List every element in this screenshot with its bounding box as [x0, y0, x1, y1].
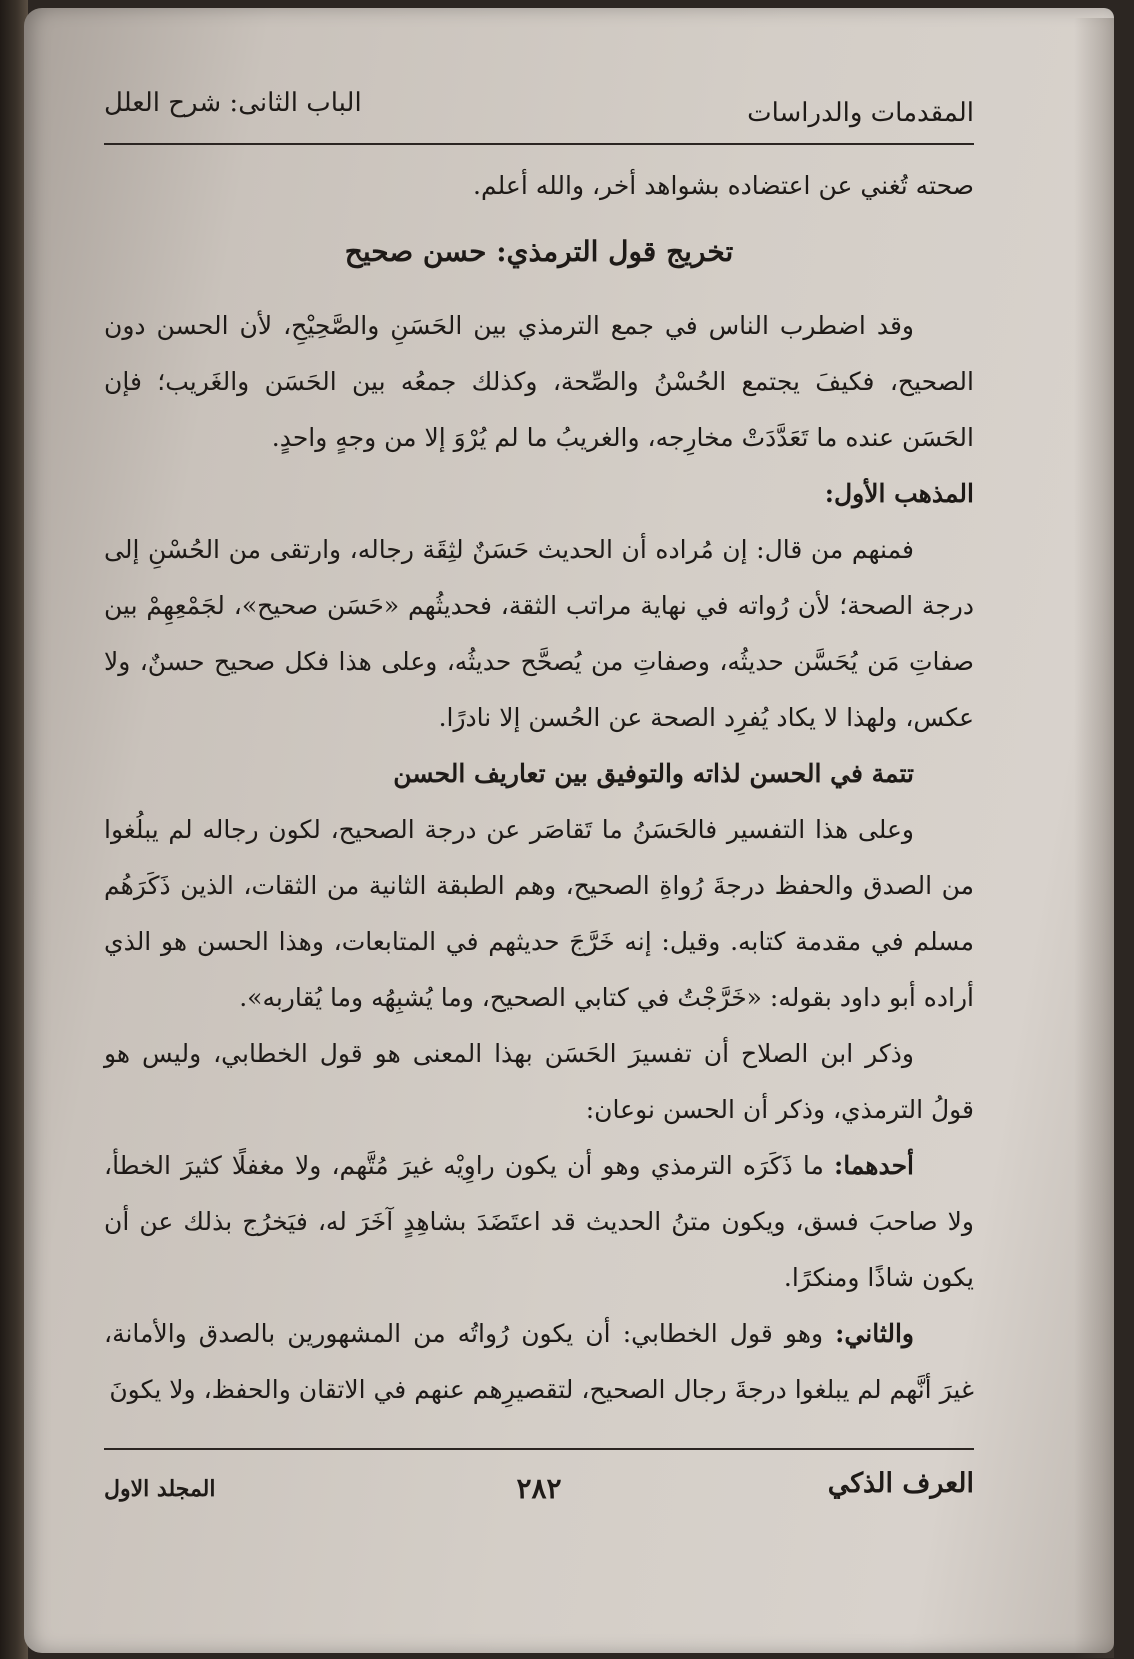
page-edge-shadow: [1074, 18, 1114, 1658]
header-section-title: المقدمات والدراسات: [747, 98, 974, 128]
book-page: [24, 8, 1114, 1653]
header-chapter-title: الباب الثانى: شرح العلل: [104, 88, 362, 118]
footer-book-title: العرف الذكي: [827, 1468, 974, 1499]
type-one-label: أحدهما:: [833, 1151, 914, 1180]
footer-volume: المجلد الاول: [104, 1476, 216, 1502]
type-two-text: وهو قول الخطابي: أن يكون رُواتُه من المشهورين بالصدق والأمانة، غيرَ أنَّهم لم يبلغوا درجةَ رجال الصحيح، لتقصيرِهم عنهم في الاتقان والحفظ، ولا يكونَ: [104, 1319, 974, 1404]
paragraph-first-school: فمنهم من قال: إن مُراده أن الحديث حَسَنٌ لثِقَة رجاله، وارتقى من الحُسْنِ إلى درجة الصحة؛ لأن رُواته في نهاية مراتب الثقة، فحديثُهم «حَسَن صحيح»، لجَمْعِهِمْ بين صفاتِ مَن يُحَسَّن حديثُه، وصفاتِ من يُصحَّح حديثُه، وعلى هذا فكل صحيح حسنٌ، ولا عكس، ولهذا لا يكاد يُفرِد الصحة عن الحُسن إلا نادرًا.: [104, 535, 974, 732]
type-two-label: والثاني:: [835, 1319, 914, 1348]
paragraph-intro: وقد اضطرب الناس في جمع الترمذي بين الحَسَنِ والصَّحِيْحِ، لأن الحسن دون الصحيح، فكيفَ يجتمع الحُسْنُ والصِّحة، وكذلك جمعُه بين الحَسَن والغَريب؛ فإن الحَسَن عنده ما تَعَدَّدَتْ مخارِجه، والغريبُ ما لم يُرْوَ إلا من وجهٍ واحدٍ.: [104, 311, 974, 452]
footer-rule: [104, 1448, 974, 1450]
paragraph-ibn-salah: وذكر ابن الصلاح أن تفسيرَ الحَسَن بهذا المعنى هو قول الخطابي، وليس هو قولُ الترمذي، وذكر أن الحسن نوعان:: [104, 1039, 974, 1124]
subheading-supplement: تتمة في الحسن لذاته والتوفيق بين تعاريف الحسن: [393, 759, 914, 788]
section-heading: تخريج قول الترمذي: حسن صحيح: [344, 235, 734, 268]
paragraph-continuation: صحته تُغني عن اعتضاده بشواهد أخر، والله أعلم.: [473, 171, 974, 200]
paragraph-interpretation: وعلى هذا التفسير فالحَسَنُ ما تَقاصَر عن درجة الصحيح، لكون رجاله لم يبلُغوا من الصدق والحفظ درجةَ رُواةِ الصحيح، وهم الطبقة الثانية من الثقات، الذين ذَكَرَهُم مسلم في مقدمة كتابه. وقيل: إنه خَرَّجَ حديثهم في المتابعات، وهذا الحسن هو الذي أراده أبو داود بقوله: «خَرَّجْتُ في كتابي الصحيح، وما يُشبِهُه وما يُقاربه».: [104, 815, 974, 1012]
paragraph-type-two: [104, 1306, 974, 1418]
running-header: [104, 68, 974, 128]
header-rule: [104, 143, 974, 145]
page-content: [104, 68, 974, 1404]
subheading-first-school: المذهب الأول:: [824, 479, 974, 508]
body-text: [104, 158, 974, 1418]
page-footer: [104, 1468, 974, 1528]
paragraph-type-one: [104, 1138, 974, 1306]
page-number: ٢٨٢: [516, 1472, 562, 1505]
type-one-text: ما ذَكَرَه الترمذي وهو أن يكون راوِيْه غيرَ مُتَّهم، ولا مغفلًا كثيرَ الخطأ، ولا صاحبَ فسق، ويكون متنُ الحديث قد اعتَضَدَ بشاهِدٍ آخَرَ له، فيَخرُج بذلك عن أن يكون شاذًا ومنكرًا.: [104, 1151, 974, 1292]
